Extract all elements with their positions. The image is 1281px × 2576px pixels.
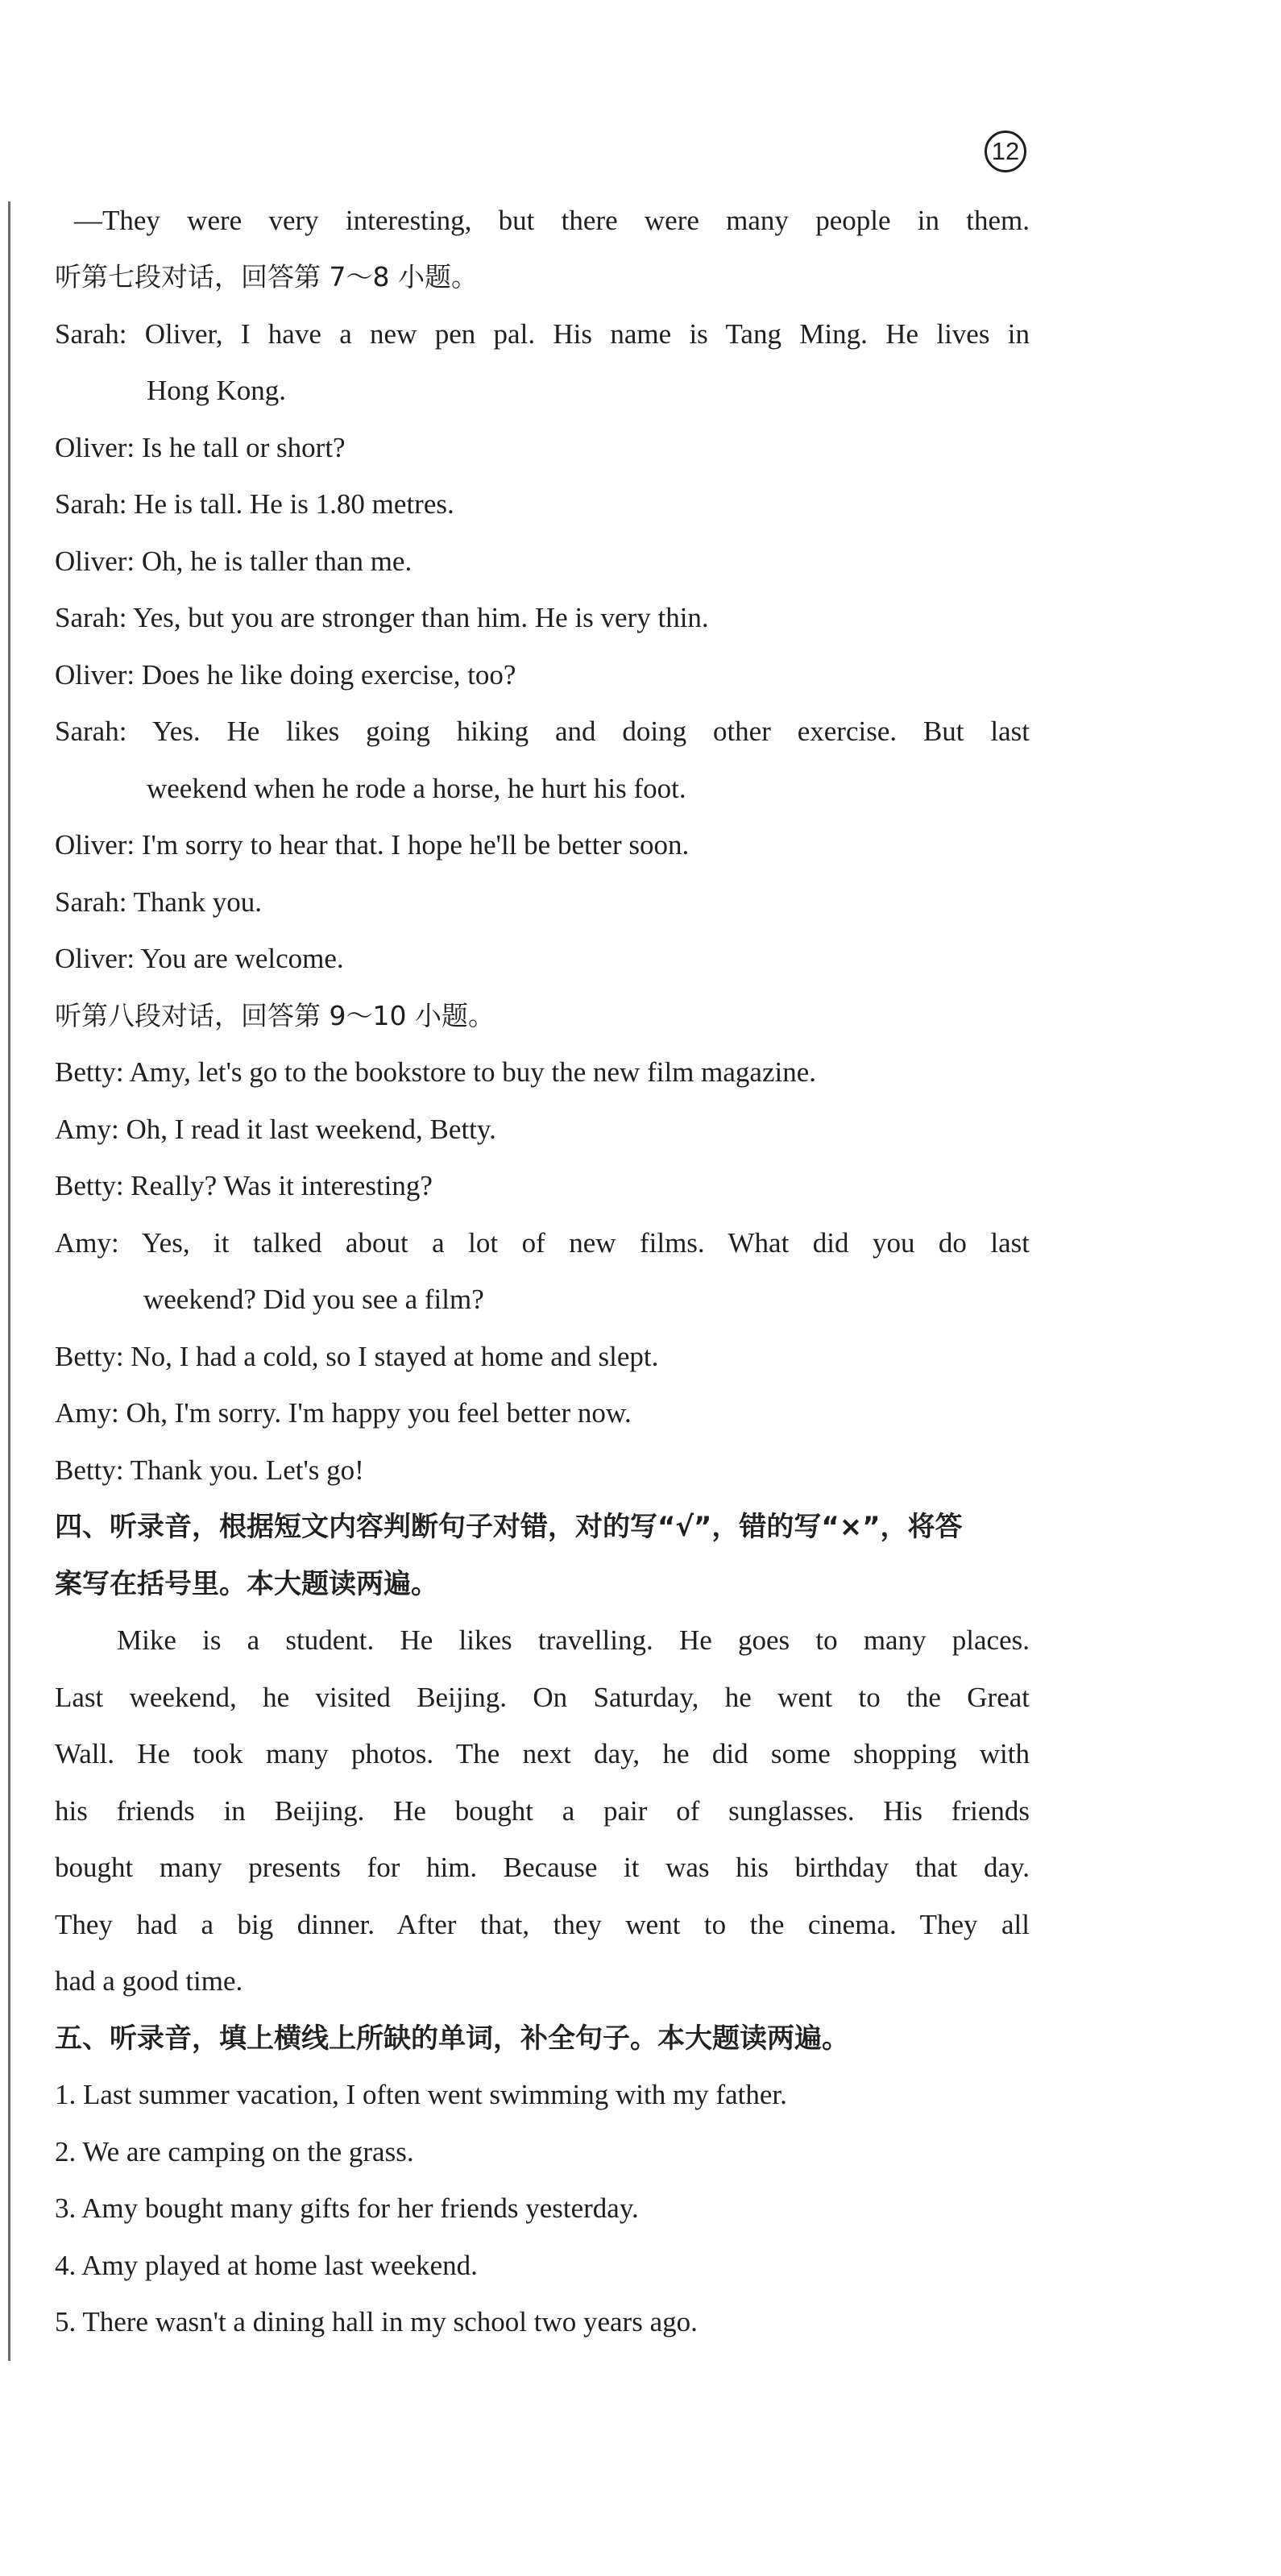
text-line: Sarah: Oliver, I have a new pen pal. His name is Tang Ming. He lives in xyxy=(55,318,1030,350)
section-instruction: 听第七段对话，回答第 7～8 小题。 xyxy=(55,261,478,292)
text-line: Oliver: Oh, he is taller than me. xyxy=(55,545,412,577)
text-line: Sarah: Yes, but you are stronger than him. He is very thin. xyxy=(55,602,709,633)
section-heading: 四、听录音，根据短文内容判断句子对错，对的写“√”，错的写“×”，将答 xyxy=(55,1511,963,1543)
section-heading: 案写在括号里。本大题读两遍。 xyxy=(55,1568,438,1600)
text-line: Amy: Oh, I'm sorry. I'm happy you feel better now. xyxy=(55,1397,632,1429)
section-instruction: 听第八段对话，回答第 9～10 小题。 xyxy=(55,1000,495,1031)
passage-line: Mike is a student. He likes travelling. He goes to many places. xyxy=(117,1624,1030,1656)
passage-line: Wall. He took many photos. The next day, he did some shopping with xyxy=(55,1738,1030,1769)
text-line: Oliver: I'm sorry to hear that. I hope he'll be better soon. xyxy=(55,829,690,861)
text-line: —They were very interesting, but there were many people in them. xyxy=(74,205,1030,236)
text-line: Betty: Amy, let's go to the bookstore to buy the new film magazine. xyxy=(55,1056,816,1088)
passage-line: Last weekend, he visited Beijing. On Saturday, he went to the Great xyxy=(55,1682,1030,1713)
text-line: Betty: Thank you. Let's go! xyxy=(55,1454,364,1486)
list-item: 2. We are camping on the grass. xyxy=(55,2136,414,2167)
text-line: Betty: Really? Was it interesting? xyxy=(55,1170,433,1201)
passage-line: his friends in Beijing. He bought a pair of sunglasses. His friends xyxy=(55,1795,1030,1827)
text-line: Amy: Yes, it talked about a lot of new films. What did you do last xyxy=(55,1227,1030,1259)
text-line: Amy: Oh, I read it last weekend, Betty. xyxy=(55,1114,496,1145)
text-line: Oliver: Is he tall or short? xyxy=(55,432,346,463)
list-item: 5. There wasn't a dining hall in my school two years ago. xyxy=(55,2306,698,2337)
text-line: Oliver: You are welcome. xyxy=(55,943,344,974)
text-line: weekend? Did you see a film? xyxy=(143,1284,484,1315)
text-line: Betty: No, I had a cold, so I stayed at home and slept. xyxy=(55,1341,659,1372)
text-line: weekend when he rode a horse, he hurt his foot. xyxy=(147,773,686,804)
section-heading: 五、听录音，填上横线上所缺的单词，补全句子。本大题读两遍。 xyxy=(55,2022,849,2055)
text-line: Sarah: Yes. He likes going hiking and doing other exercise. But last xyxy=(55,716,1030,747)
list-item: 4. Amy played at home last weekend. xyxy=(55,2250,478,2281)
passage-line: They had a big dinner. After that, they went to the cinema. They all xyxy=(55,1909,1030,1940)
text-line: Oliver: Does he like doing exercise, too? xyxy=(55,659,516,691)
left-margin-rule xyxy=(8,201,10,2361)
text-line: Sarah: He is tall. He is 1.80 metres. xyxy=(55,488,454,520)
page-number-badge: 12 xyxy=(985,131,1026,172)
text-line: Sarah: Thank you. xyxy=(55,886,262,918)
text-line: Hong Kong. xyxy=(147,375,287,406)
passage-line: had a good time. xyxy=(55,1965,243,1997)
list-item: 1. Last summer vacation, I often went swimming with my father. xyxy=(55,2079,787,2110)
list-item: 3. Amy bought many gifts for her friends yesterday. xyxy=(55,2192,639,2224)
passage-line: bought many presents for him. Because it was his birthday that day. xyxy=(55,1852,1030,1883)
